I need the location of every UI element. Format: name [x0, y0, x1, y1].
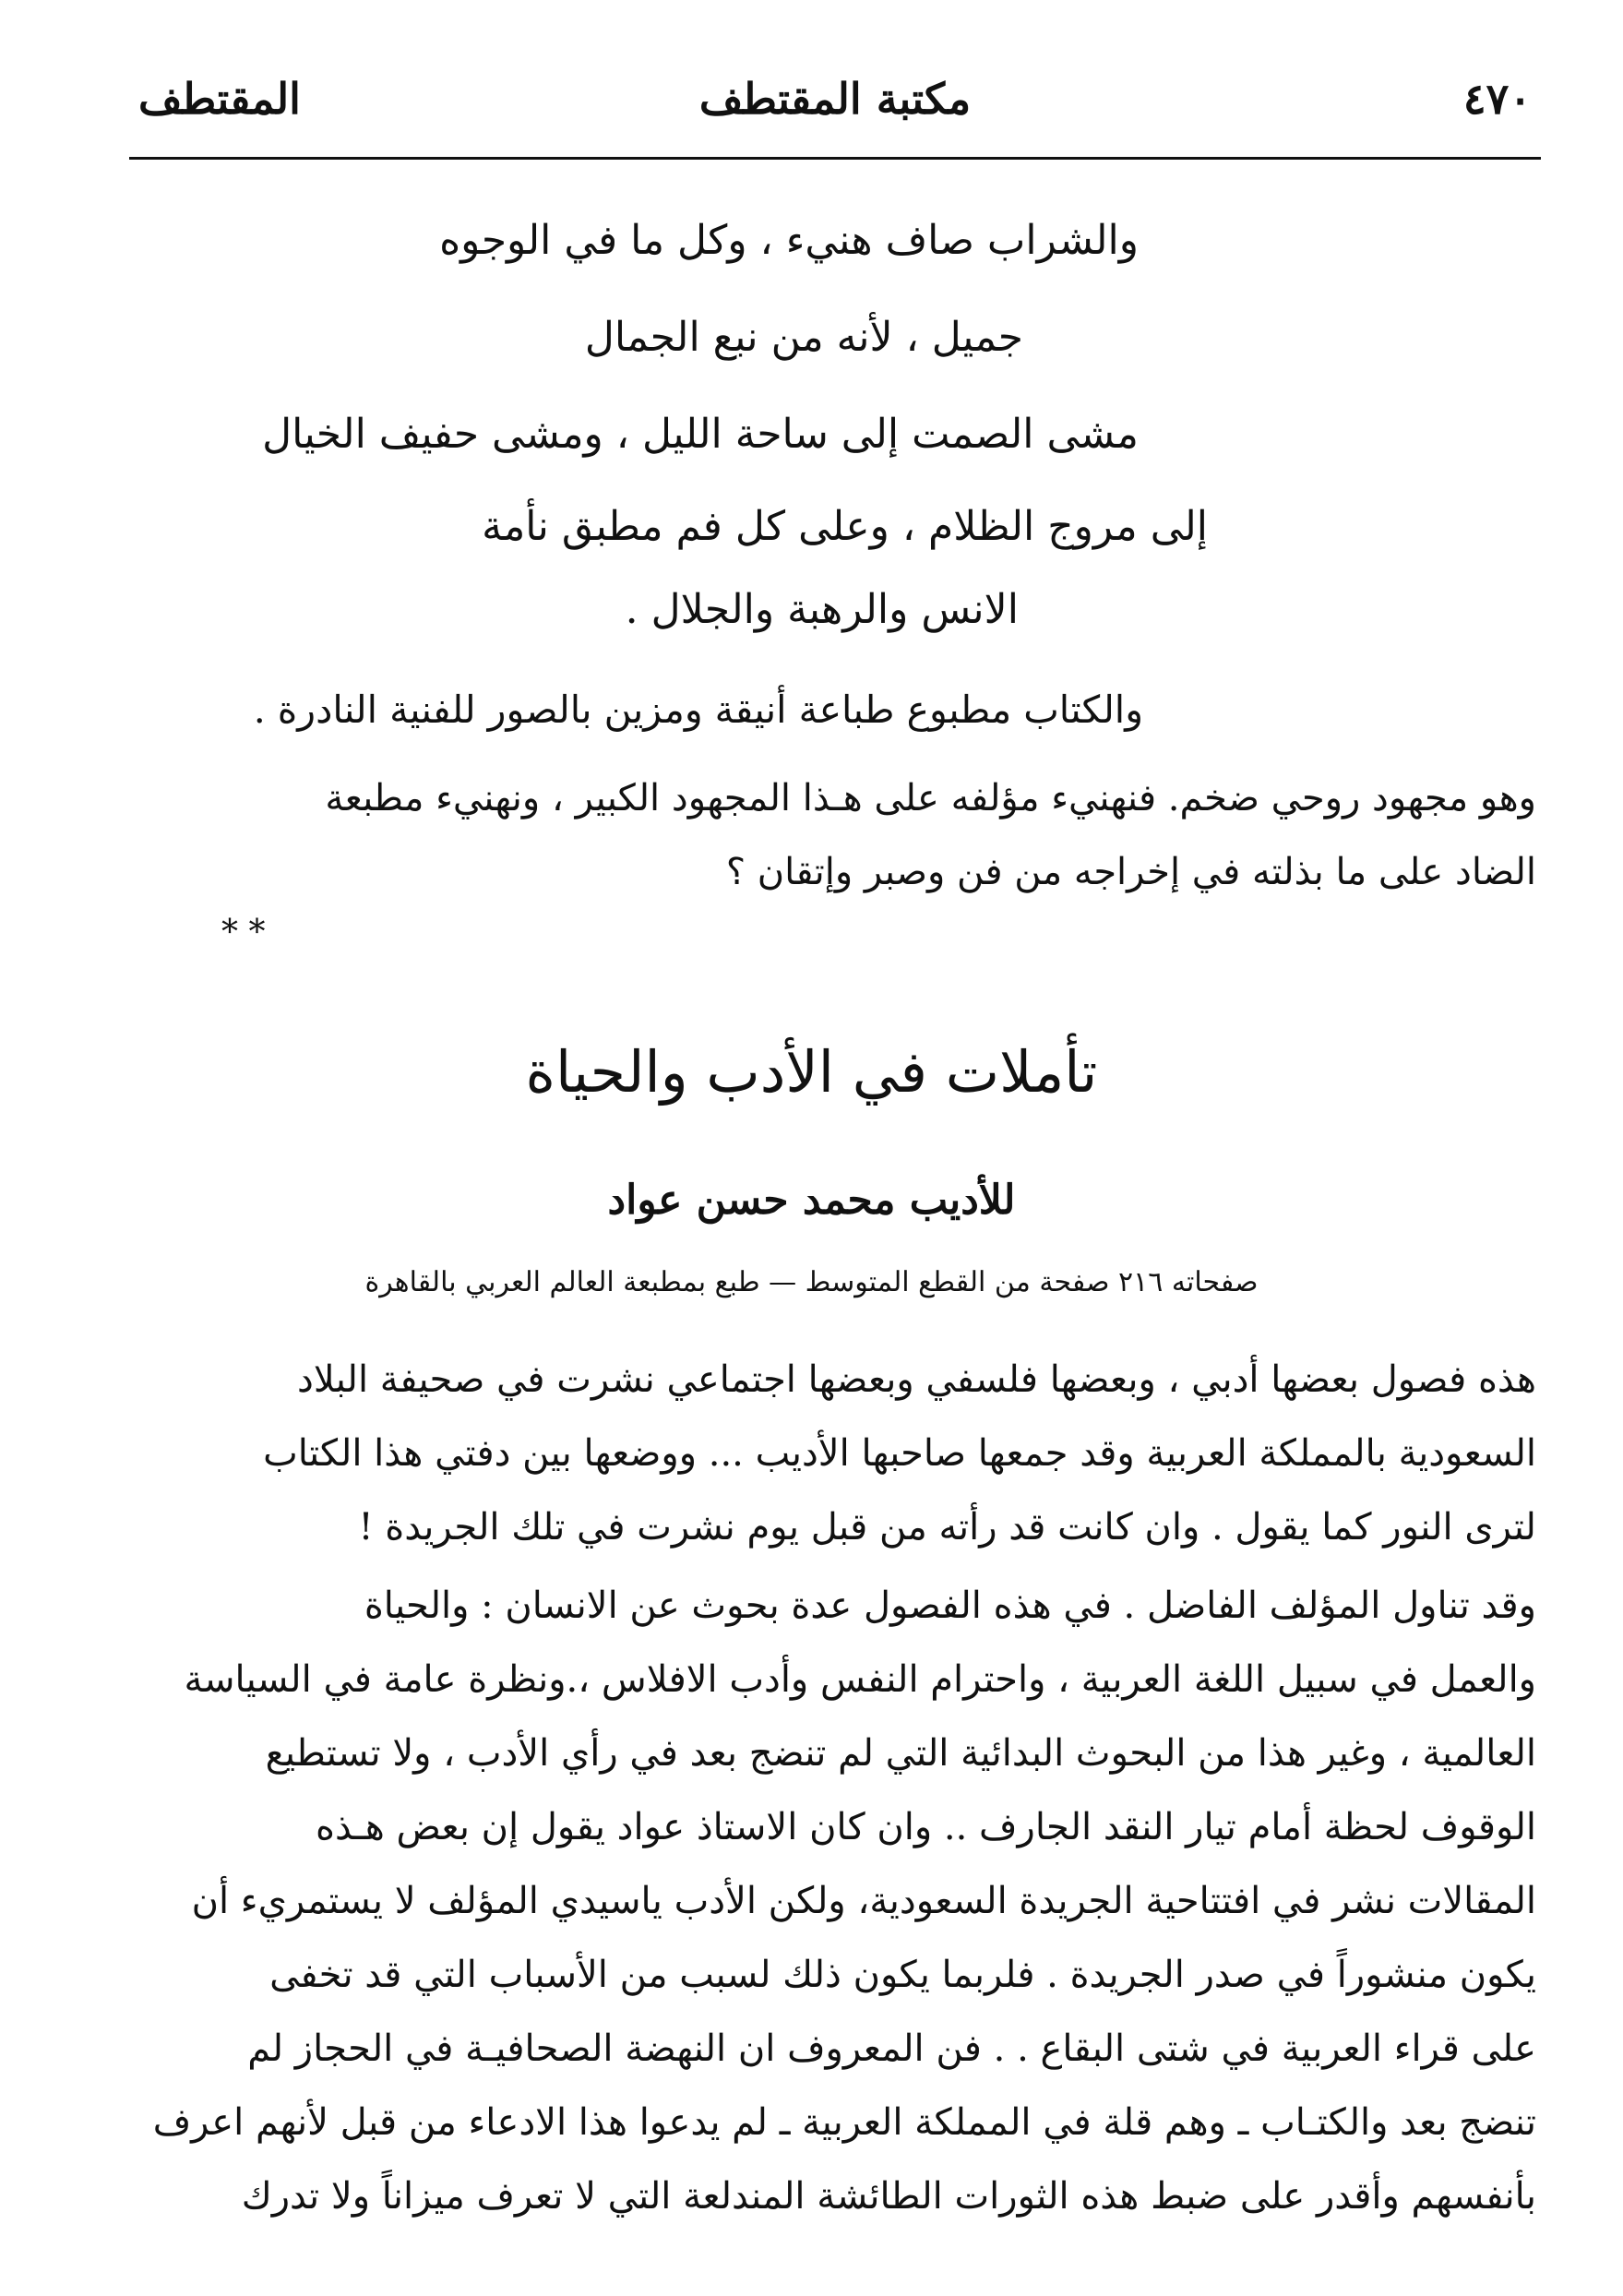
text-line: السعودية بالمملكة العربية وقد جمعها صاحبها الأديب ... ووضعها بين دفتي هذا الكتاب [263, 1432, 1536, 1475]
poem-line: والشراب صاف هنيء ، وكل ما في الوجوه [439, 217, 1139, 264]
text-line: الوقوف لحظة أمام تيار النقد الجارف .. وان كان الاستاذ عواد يقول إن بعض هـذه [316, 1806, 1536, 1848]
poem-line: إلى مروج الظلام ، وعلى كل فم مطبق نأمة [482, 503, 1208, 550]
text-line: العالمية ، وغير هذا من البحوث البدائية التي لم تنضج بعد في رأي الأدب ، ولا تستطيع [265, 1732, 1536, 1775]
book-title: تأملات في الأدب والحياة [525, 1038, 1098, 1106]
text-line: وهو مجهود روحي ضخم. فنهنيء مؤلفه على هـذا المجهود الكبير ، ونهنيء مطبعة [325, 777, 1536, 819]
page-header [138, 74, 1532, 148]
poem-line: الانس والرهبة والجلال . [625, 586, 1019, 633]
text-line: تنضج بعد والكتـاب ـ وهم قلة في المملكة العربية ـ لم يدعوا هذا الادعاء من قبل لأنهم اعرف [152, 2101, 1536, 2144]
text-line: هذه فصول بعضها أدبي ، وبعضها فلسفي وبعضها اجتماعي نشرت في صحيفة البلاد [297, 1358, 1536, 1401]
review1-paragraph: والكتاب مطبوع طباعة أنيقة ومزين بالصور للفنية النادرة . [253, 688, 1143, 732]
review2-paragraph-2 [69, 1569, 1536, 2233]
text-line: لترى النور كما يقول . وان كانت قد رأته من قبل يوم نشرت في تلك الجريدة ! [358, 1506, 1536, 1549]
review1-closing-paragraph [69, 761, 1536, 909]
section-separator: * * [221, 914, 266, 951]
review2-paragraph-1 [69, 1343, 1536, 1564]
text-line: الضاد على ما بذلته في إخراجه من فن وصبر وإتقان ؟ [725, 851, 1536, 893]
header-rule [129, 157, 1541, 160]
text-line: على قراء العربية في شتى البقاع . . فن المعروف ان النهضة الصحافيـة في الحجاز لم [247, 2027, 1536, 2070]
poem-line: مشى الصمت إلى ساحة الليل ، ومشى حفيف الخيال [262, 411, 1139, 458]
text-line: يكون منشوراً في صدر الجريدة . فلربما يكون ذلك لسبب من الأسباب التي قد تخفى [269, 1954, 1536, 1996]
text-line: بأنفسهم وأقدر على ضبط هذه الثورات الطائشة المندلعة التي لا تعرف ميزاناً ولا تدرك [241, 2175, 1536, 2218]
text-line: المقالات نشر في افتتاحية الجريدة السعودية، ولكن الأدب ياسيدي المؤلف لا يستمريء أن [191, 1880, 1536, 1922]
journal-name: المقتطف [138, 74, 301, 124]
page-number: ٤٧٠ [1462, 74, 1532, 124]
text-line: وقد تناول المؤلف الفاضل . في هذه الفصول عدة بحوث عن الانسان : والحياة [364, 1584, 1536, 1627]
section-title: مكتبة المقتطف [698, 74, 972, 124]
book-author: للأديب محمد حسن عواد [607, 1177, 1016, 1224]
publication-info: صفحاته ٢١٦ صفحة من القطع المتوسط — طبع بمطبعة العالم العربي بالقاهرة [364, 1266, 1259, 1298]
poem-line: جميل ، لأنه من نبع الجمال [584, 314, 1023, 361]
text-line: والعمل في سبيل اللغة العربية ، واحترام النفس وأدب الافلاس ،.ونظرة عامة في السياسة [184, 1658, 1536, 1701]
